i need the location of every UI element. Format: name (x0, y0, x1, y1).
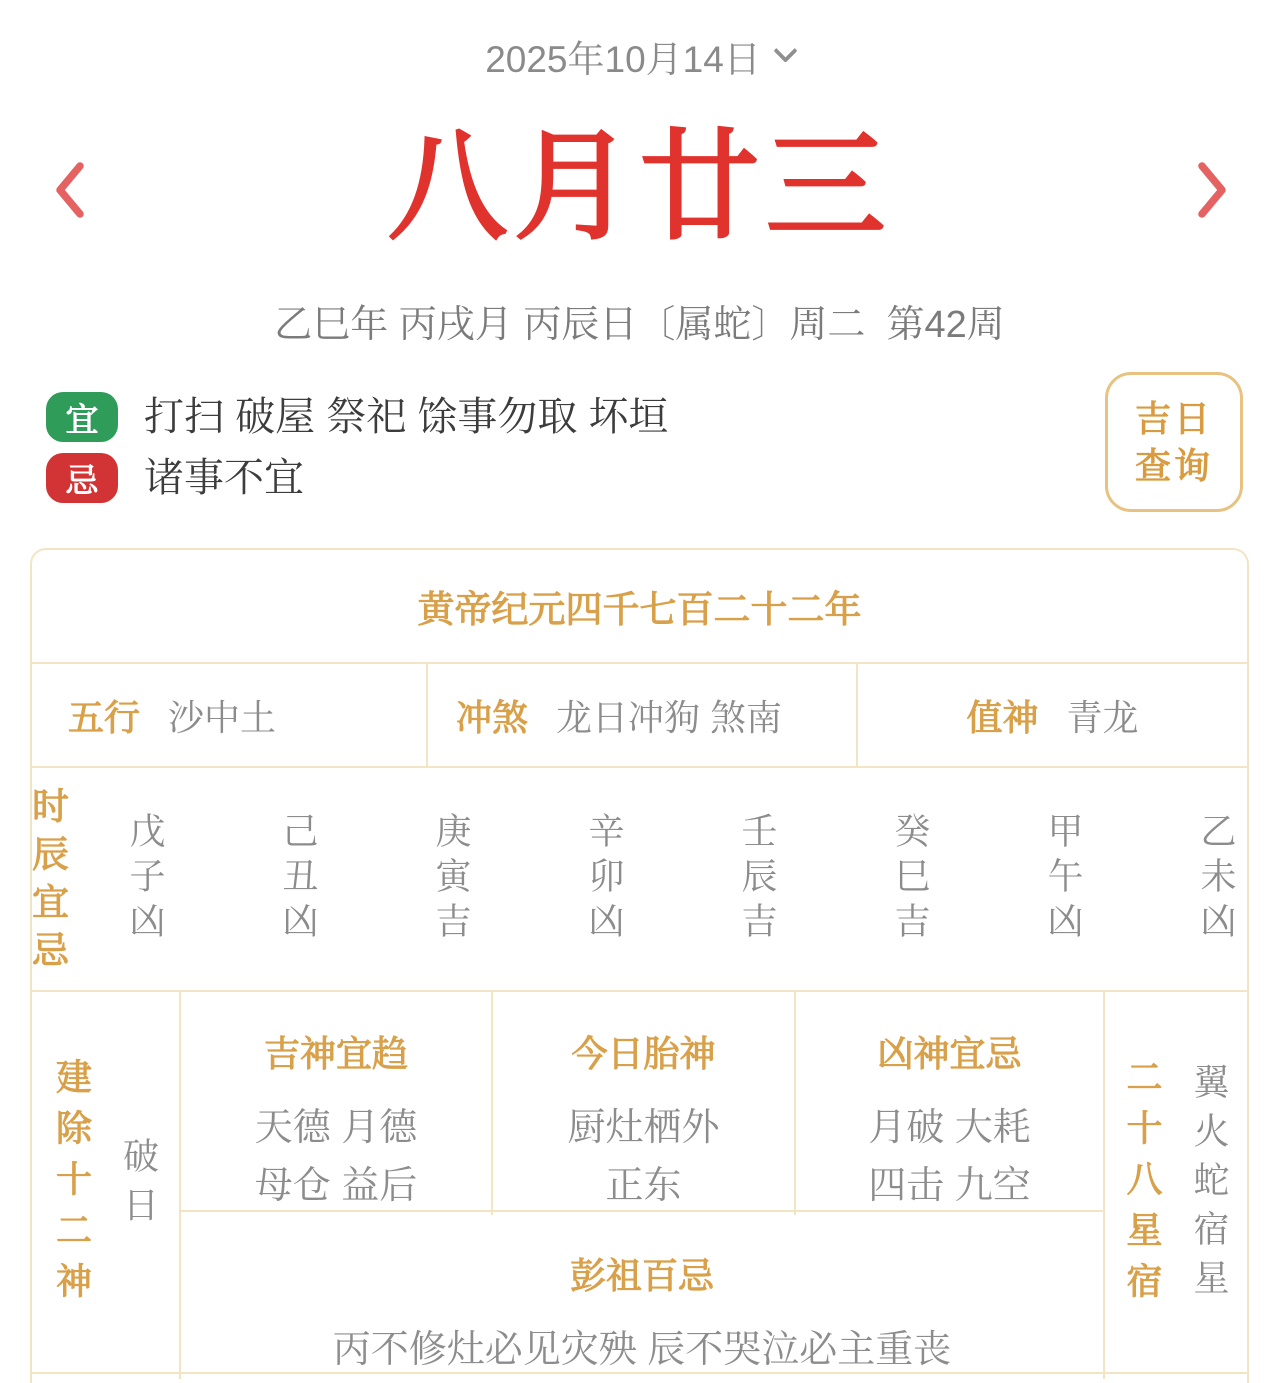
hours-label (32, 768, 69, 990)
date-picker[interactable] (0, 30, 1279, 82)
lucky-day-query-button[interactable] (1105, 372, 1243, 512)
almanac-table (30, 548, 1249, 1383)
hour-col (528, 812, 681, 947)
wuxing-cell (32, 664, 426, 766)
hour-col (375, 812, 528, 947)
hour-col-text: 甲午凶 (1043, 811, 1084, 947)
chongsha-label: 冲煞 (456, 696, 529, 738)
hour-col-text: 乙未凶 (1196, 811, 1237, 947)
hour-col-text: 壬辰吉 (737, 811, 778, 947)
taishen-title: 今日胎神 (571, 1033, 716, 1074)
era-title: 黄帝纪元四千七百二十二年 (32, 550, 1247, 664)
xingxiu-cell (1103, 992, 1247, 1379)
jianchu-value: 破日 (118, 1136, 160, 1235)
taishen-line1: 厨灶栖外 (567, 1107, 720, 1149)
hour-col (987, 812, 1140, 947)
ganzhi-line: 乙巳年 丙戌月 丙辰日〔属蛇〕周二 第42周 (274, 304, 1005, 346)
gods-middle (181, 992, 1103, 1379)
xiongshen-title: 凶神宜忌 (877, 1033, 1022, 1074)
suitable-text: 打扫 破屋 祭祀 馀事勿取 坏垣 (144, 395, 669, 439)
chevron-down-icon (773, 38, 797, 62)
date-picker-label: 2025年10月14日 (485, 39, 761, 80)
hour-col (1140, 812, 1279, 947)
lucky-day-query-label-2: 查询 (1134, 445, 1213, 486)
xingxiu-label: 二十八星宿 (1122, 1058, 1163, 1313)
chongsha-value: 龙日冲狗 煞南 (556, 696, 783, 738)
avoid-text: 诸事不宜 (144, 456, 304, 500)
hours-label-line1: 时辰 (32, 786, 69, 875)
wuxing-value: 沙中土 (168, 696, 277, 738)
hour-col-text: 庚寅吉 (431, 811, 472, 947)
jishen-line1: 天德 月德 (254, 1107, 418, 1149)
hours-row (32, 768, 1247, 992)
taishen-line2: 正东 (605, 1165, 682, 1207)
gods-section (32, 992, 1247, 1374)
pengzu-cell (181, 1212, 1103, 1379)
lucky-day-query-label-1: 吉日 (1134, 398, 1213, 439)
hour-col (69, 812, 222, 947)
xiongshen-line1: 月破 大耗 (868, 1107, 1031, 1149)
jishen-cell (181, 992, 491, 1215)
xingxiu-value: 翼火蛇宿星 (1189, 1063, 1230, 1308)
xiongshen-line2: 四击 九空 (868, 1165, 1031, 1207)
chongsha-cell (426, 664, 856, 766)
zhishen-label: 值神 (966, 696, 1039, 738)
suitable-badge: 宜 (46, 392, 118, 442)
hour-col-text: 辛卯凶 (584, 811, 625, 947)
avoid-row (46, 453, 304, 503)
zhishen-cell (856, 664, 1247, 766)
jianchu-label: 建除十二神 (51, 1058, 93, 1313)
jishen-line2: 母仓 益后 (254, 1165, 418, 1207)
info-row (32, 664, 1247, 768)
pengzu-title: 彭祖百忌 (569, 1255, 714, 1296)
hours-columns (69, 768, 1279, 990)
hour-col-text: 戊子凶 (125, 811, 166, 947)
suitable-row (46, 392, 668, 442)
hour-col-text: 己丑凶 (278, 811, 319, 947)
hour-col (222, 812, 375, 947)
avoid-badge: 忌 (46, 453, 118, 503)
jishen-title: 吉神宜趋 (263, 1033, 408, 1074)
jianchu-cell (32, 992, 181, 1379)
hour-col (681, 812, 834, 947)
hour-col (834, 812, 987, 947)
hours-label-line2: 宜忌 (32, 882, 69, 971)
pengzu-content: 丙不修灶必见灾殃 辰不哭泣必主重丧 (332, 1329, 952, 1371)
gods-row (181, 992, 1103, 1212)
xiongshen-cell (794, 992, 1103, 1215)
wuxing-label: 五行 (68, 696, 141, 738)
taishen-cell (491, 992, 794, 1215)
zhishen-value: 青龙 (1066, 696, 1139, 738)
lunar-date-title: 八月廿三 (387, 116, 892, 257)
hour-col-text: 癸巳吉 (890, 811, 931, 947)
